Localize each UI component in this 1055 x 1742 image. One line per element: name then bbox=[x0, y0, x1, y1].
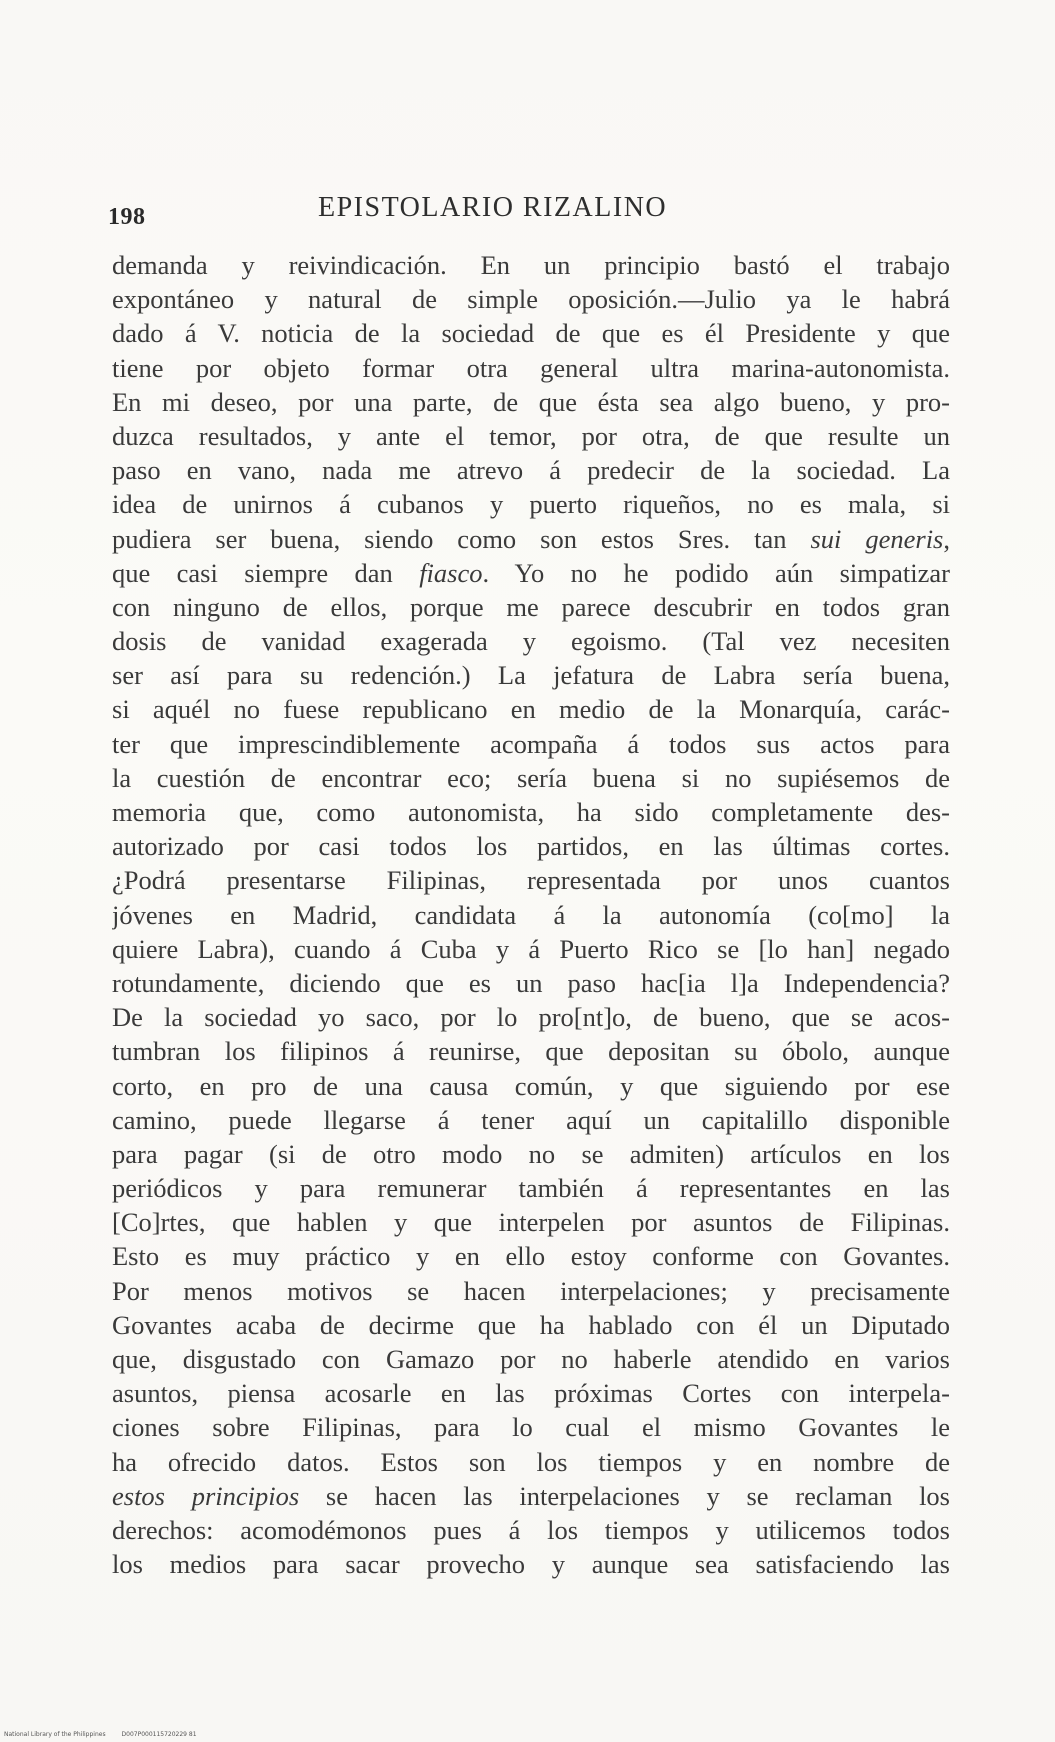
text-line: estos principios se hacen las interpelaciones y se reclaman los bbox=[112, 1480, 950, 1511]
text-line: con ninguno de ellos, porque me parece descubrir en todos gran bbox=[112, 591, 950, 622]
text-line: expontáneo y natural de simple oposición.—Julio ya le habrá bbox=[112, 284, 950, 315]
text-line: tiene por objeto formar otra general ultra marina-autonomista. bbox=[112, 352, 950, 383]
italic-term: sui generis bbox=[810, 523, 944, 554]
text-line: periódicos y para remunerar también á representantes en las bbox=[112, 1173, 950, 1204]
footer-code: D007P000115720229 81 bbox=[121, 1731, 197, 1738]
text-line: [Co]rtes, que hablen y que interpelen por asuntos de Filipinas. bbox=[112, 1207, 950, 1238]
text-line: que casi siempre dan fiasco. Yo no he podido aún simpatizar bbox=[112, 557, 950, 588]
text-line: memoria que, como autonomista, ha sido completamente des- bbox=[112, 797, 950, 827]
running-title: EPISTOLARIO RIZALINO bbox=[318, 192, 668, 223]
text-line: ciones sobre Filipinas, para lo cual el mismo Govantes le bbox=[112, 1412, 950, 1443]
text-line: dado á V. noticia de la sociedad de que es él Presidente y que bbox=[112, 318, 950, 349]
text-line: dosis de vanidad exagerada y egoismo. (Tal vez necesiten bbox=[112, 626, 950, 657]
text-line: Esto es muy práctico y en ello estoy conforme con Govantes. bbox=[112, 1241, 950, 1272]
text-line: Por menos motivos se hacen interpelaciones; y precisamente bbox=[112, 1275, 950, 1306]
body-text bbox=[112, 248, 950, 1581]
text-line: para pagar (si de otro modo no se admiten) artículos en los bbox=[112, 1138, 950, 1169]
page-number: 198 bbox=[108, 204, 146, 230]
text-line: rotundamente, diciendo que es un paso hac[ia l]a Independencia? bbox=[112, 967, 950, 998]
text-line: idea de unirnos á cubanos y puerto riqueños, no es mala, si bbox=[112, 489, 950, 520]
text-line: la cuestión de encontrar eco; sería buena si no supiésemos de bbox=[112, 762, 950, 793]
page-header bbox=[108, 190, 953, 240]
scan-footer bbox=[4, 1731, 211, 1738]
italic-term: estos principios bbox=[112, 1480, 300, 1511]
text-line: pudiera ser buena, siendo como son estos Sres. tan sui generis, bbox=[112, 523, 950, 554]
text-line: camino, puede llegarse á tener aquí un capitalillo disponible bbox=[112, 1104, 950, 1135]
text-line: duzca resultados, y ante el temor, por otra, de que resulte un bbox=[112, 420, 950, 451]
text-line: demanda y reivindicación. En un principio bastó el trabajo bbox=[112, 250, 950, 280]
text-line: autorizado por casi todos los partidos, en las últimas cortes. bbox=[112, 831, 950, 862]
italic-term: fiasco bbox=[419, 557, 483, 588]
text-line: paso en vano, nada me atrevo á predecir de la sociedad. La bbox=[112, 455, 950, 486]
text-line: si aquél no fuese republicano en medio de la Monarquía, carác- bbox=[112, 694, 950, 725]
text-line: quiere Labra), cuando á Cuba y á Puerto Rico se [lo han] negado bbox=[112, 933, 950, 964]
text-line: corto, en pro de una causa común, y que siguiendo por ese bbox=[112, 1070, 950, 1101]
text-line: Govantes acaba de decirme que ha hablado con él un Diputado bbox=[112, 1309, 950, 1340]
text-line: ¿Podrá presentarse Filipinas, representada por unos cuantos bbox=[112, 865, 950, 896]
text-line: De la sociedad yo saco, por lo pro[nt]o, de bueno, que se acos- bbox=[112, 1002, 950, 1033]
text-line: ter que imprescindiblemente acompaña á todos sus actos para bbox=[112, 728, 950, 759]
text-line: En mi deseo, por una parte, de que ésta sea algo bueno, y pro- bbox=[112, 386, 950, 417]
text-line: asuntos, piensa acosarle en las próximas Cortes con interpela- bbox=[112, 1378, 950, 1409]
text-line: que, disgustado con Gamazo por no haberle atendido en varios bbox=[112, 1344, 950, 1374]
text-line: ser así para su redención.) La jefatura de Labra sería buena, bbox=[112, 660, 950, 691]
text-line: derechos: acomodémonos pues á los tiempos y utilicemos todos bbox=[112, 1514, 950, 1545]
text-line: ha ofrecido datos. Estos son los tiempos y en nombre de bbox=[112, 1446, 950, 1477]
text-line: los medios para sacar provecho y aunque sea satisfaciendo las bbox=[112, 1549, 950, 1580]
footer-institution: National Library of the Philippines bbox=[4, 1731, 106, 1738]
text-line: jóvenes en Madrid, candidata á la autonomía (co[mo] la bbox=[112, 899, 950, 930]
text-line: tumbran los filipinos á reunirse, que depositan su óbolo, aunque bbox=[112, 1036, 950, 1067]
